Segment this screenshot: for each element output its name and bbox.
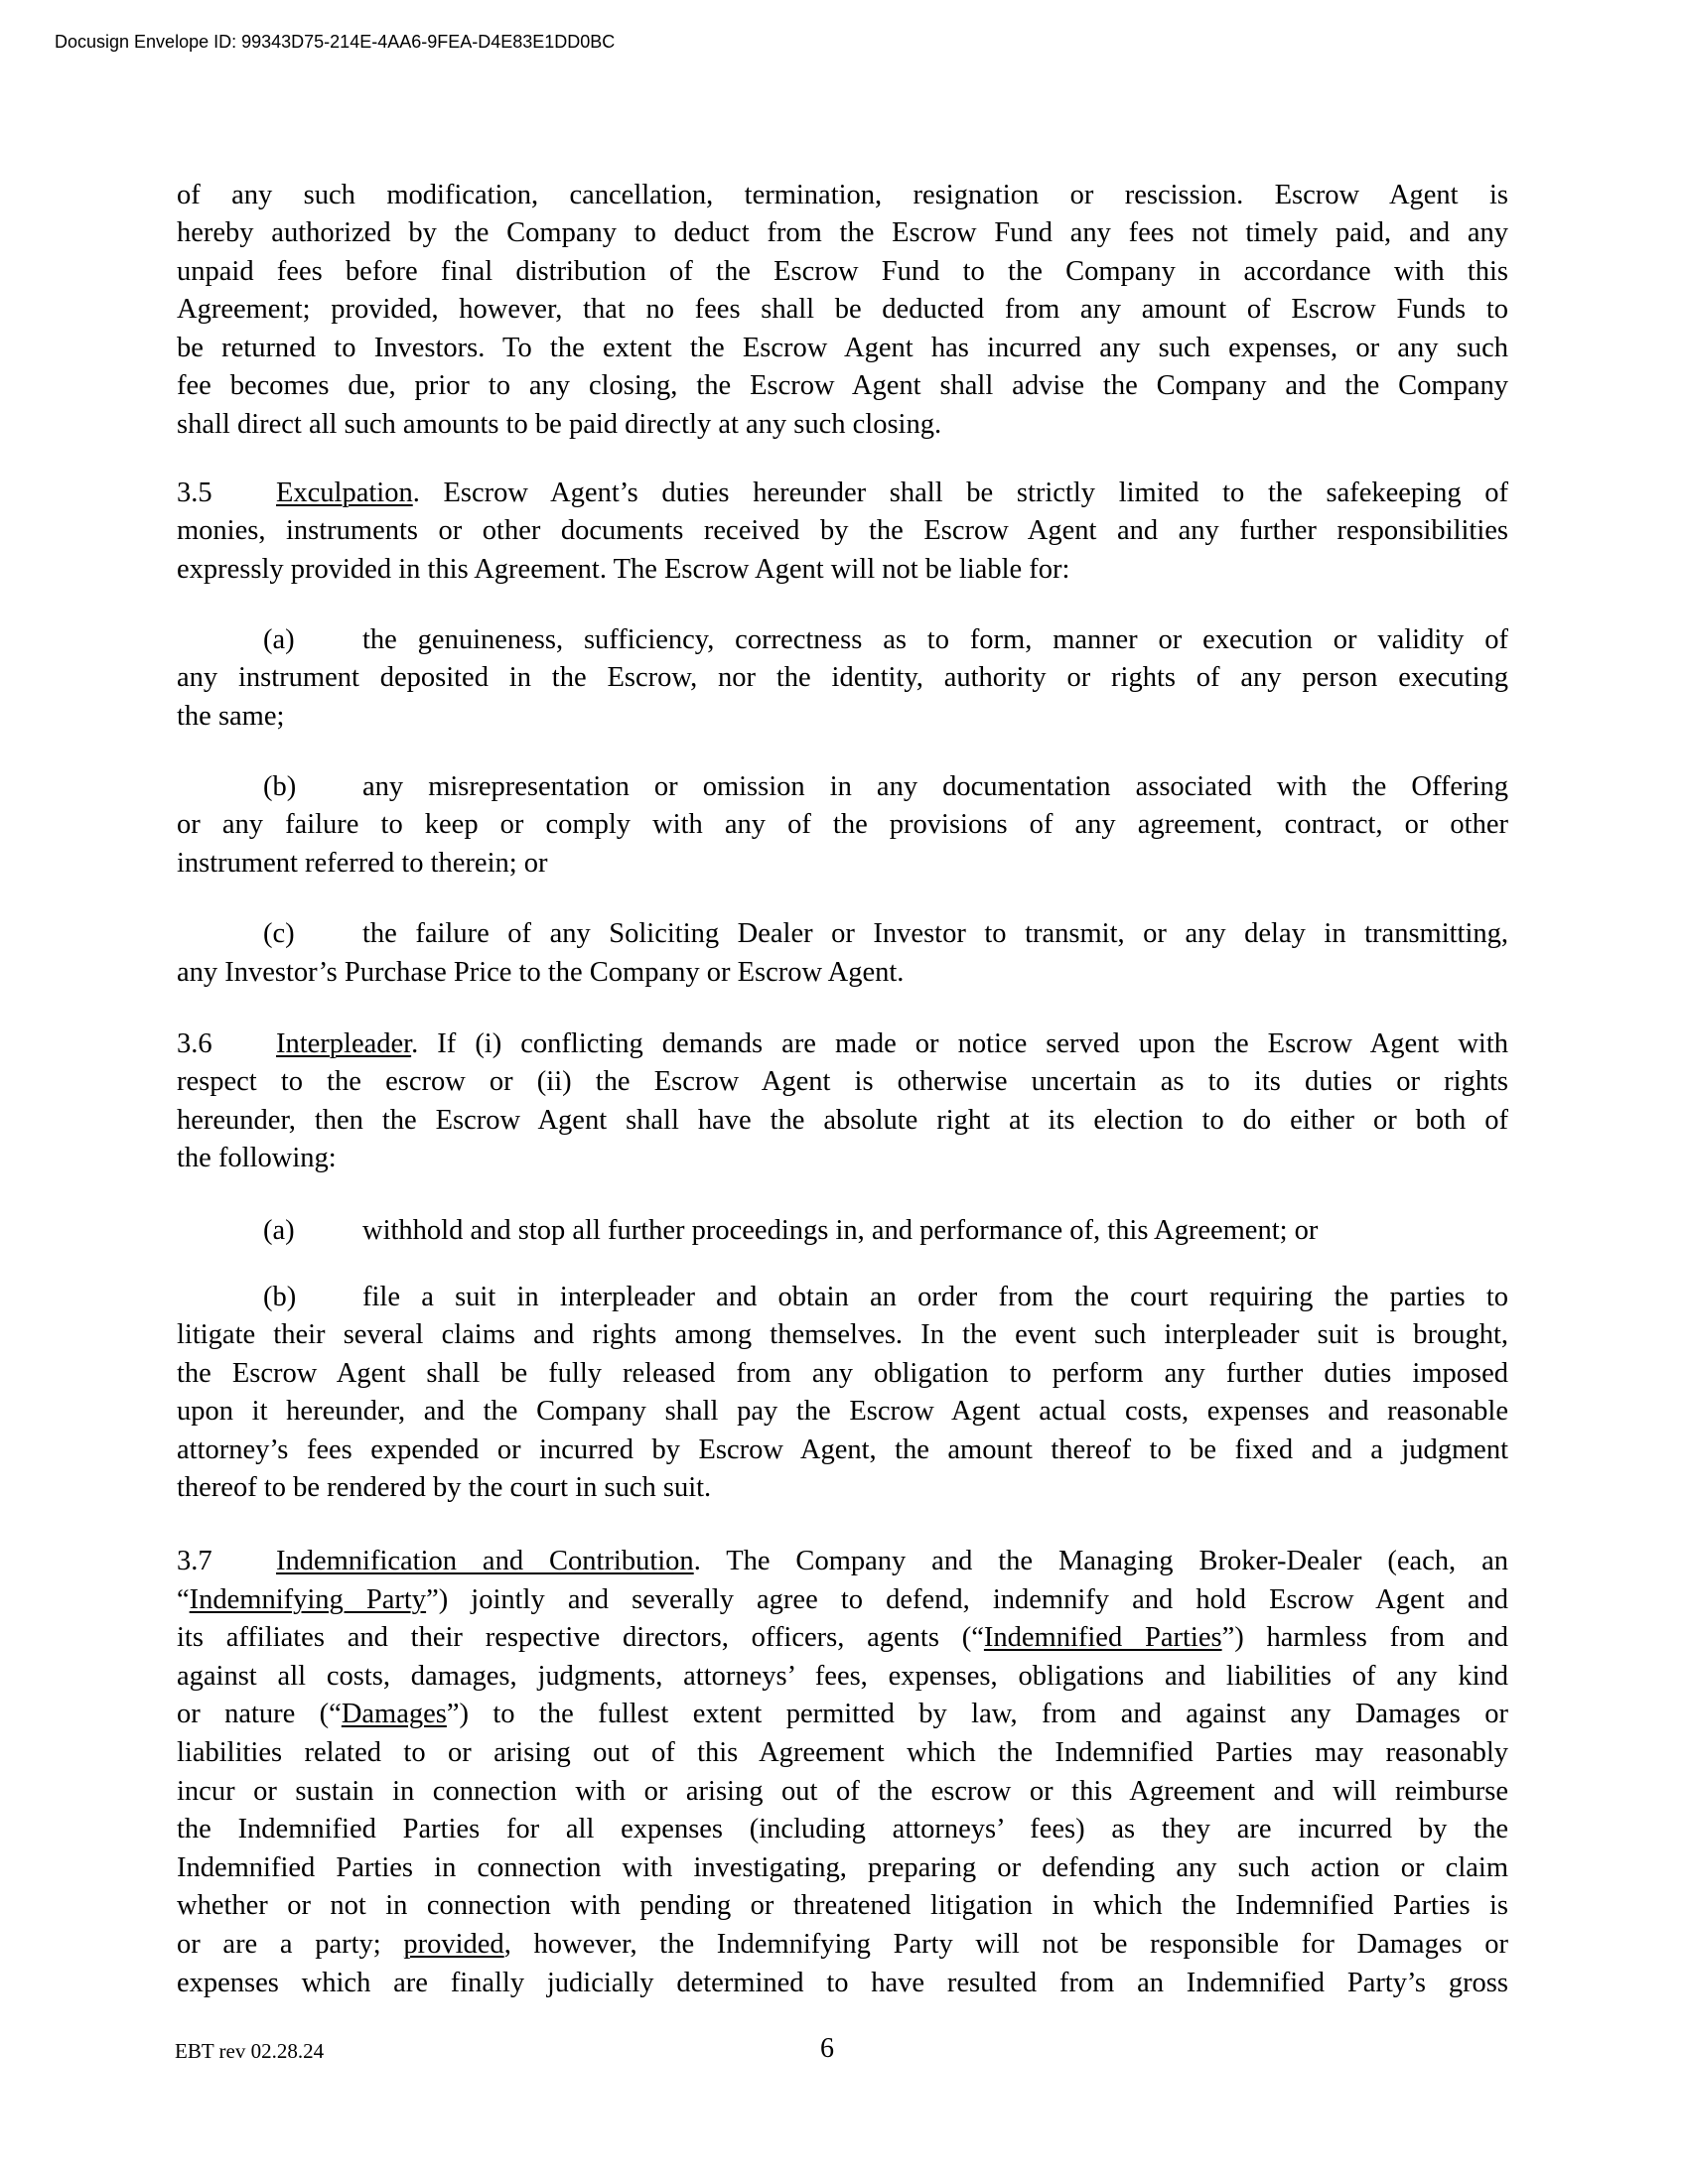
text-line: respect to the escrow or (ii) the Escrow Agent is otherwise uncertain as to its duties or rights — [177, 1066, 1508, 1097]
footer-revision: EBT rev 02.28.24 — [175, 2039, 325, 2063]
text-line: hereunder, then the Escrow Agent shall have the absolute right at its election to do either or both of — [177, 1105, 1508, 1136]
text-line: expenses which are finally judicially determined to have resulted from an Indemnified Party’s gross — [177, 1968, 1508, 1998]
list-item-label: (c) — [263, 918, 295, 949]
text-line: thereof to be rendered by the court in such suit. — [177, 1472, 712, 1503]
section-heading-line — [177, 1025, 1508, 1063]
text-line: whether or not in connection with pending or threatened litigation in which the Indemnified Parties is — [177, 1890, 1508, 1921]
envelope-id-header: Docusign Envelope ID: 99343D75-214E-4AA6-9FEA-D4E83E1DD0BC — [55, 32, 616, 52]
text-run: or are a party; — [177, 1929, 404, 1960]
text-line: the Indemnified Parties for all expenses (including attorneys’ fees) as they are incurred by the — [177, 1814, 1508, 1844]
text-run: file a suit in interpleader and obtain an order from the court requiring the parties to — [362, 1282, 1508, 1312]
section-number: 3.6 — [177, 1028, 212, 1059]
text-line: liabilities related to or arising out of this Agreement which the Indemnified Parties may reasonably — [177, 1737, 1508, 1768]
list-item-first-line — [263, 1212, 1508, 1250]
text-line: against all costs, damages, judgments, attorneys’ fees, expenses, obligations and liabilities of any kind — [177, 1661, 1508, 1692]
text-line: fee becomes due, prior to any closing, the Escrow Agent shall advise the Company and the Company — [177, 370, 1508, 401]
section-number: 3.5 — [177, 478, 212, 508]
list-item-first-line — [263, 768, 1508, 806]
text-line: unpaid fees before final distribution of the Escrow Fund to the Company in accordance with this — [177, 256, 1508, 287]
text-line: monies, instruments or other documents received by the Escrow Agent and any further responsibilities — [177, 515, 1508, 546]
text-run: its affiliates and their respective directors, officers, agents (“ — [177, 1622, 984, 1653]
text-run: . If (i) conflicting demands are made or notice served upon the Escrow Agent with — [411, 1028, 1508, 1059]
text-line: Indemnified Parties in connection with investigating, preparing or defending any such action or claim — [177, 1852, 1508, 1883]
text-run: the genuineness, sufficiency, correctness as to form, manner or execution or validity of — [362, 624, 1508, 655]
text-run: the failure of any Soliciting Dealer or Investor to transmit, or any delay in transmitting, — [362, 918, 1508, 949]
text-line: shall direct all such amounts to be paid directly at any such closing. — [177, 409, 942, 440]
text-run: ”) harmless from and — [1221, 1622, 1509, 1653]
text-run: , however, the Indemnifying Party will not be responsible for Damages or — [503, 1929, 1508, 1960]
section-heading-line — [177, 1543, 1508, 1580]
text-line: litigate their several claims and rights among themselves. In the event such interpleader suit is brought, — [177, 1319, 1508, 1350]
text-line: instrument referred to therein; or — [177, 848, 548, 879]
text-line: incur or sustain in connection with or arising out of the escrow or this Agreement and will reimburse — [177, 1776, 1508, 1807]
text-run: ”) jointly and severally agree to defend, indemnify and hold Escrow Agent and — [426, 1584, 1509, 1615]
page-number: 6 — [820, 2033, 834, 2064]
text-line: or any failure to keep or comply with any of the provisions of any agreement, contract, or other — [177, 809, 1508, 840]
text-run: withhold and stop all further proceedings in, and performance of, this Agreement; or — [362, 1215, 1319, 1246]
text-line — [177, 1619, 1508, 1657]
list-item-first-line — [263, 621, 1508, 659]
text-line: the same; — [177, 701, 285, 732]
text-run: . Escrow Agent’s duties hereunder shall be strictly limited to the safekeeping of — [412, 478, 1508, 508]
defined-term: provided — [403, 1929, 504, 1960]
section-number: 3.7 — [177, 1546, 212, 1576]
text-line: be returned to Investors. To the extent the Escrow Agent has incurred any such expenses, or any such — [177, 333, 1508, 363]
text-line: expressly provided in this Agreement. The Escrow Agent will not be liable for: — [177, 554, 1070, 585]
text-run: “ — [177, 1584, 190, 1615]
defined-term: Indemnified Parties — [983, 1622, 1222, 1653]
text-line — [177, 1581, 1508, 1619]
list-item-label: (b) — [263, 771, 297, 802]
text-run: ”) to the fullest extent permitted by law, from and against any Damages or — [446, 1699, 1508, 1729]
text-line — [177, 1926, 1508, 1964]
text-line: of any such modification, cancellation, termination, resignation or rescission. Escrow Agent is — [177, 180, 1508, 210]
defined-term: Damages — [341, 1699, 447, 1729]
text-line: attorney’s fees expended or incurred by Escrow Agent, the amount thereof to be fixed and a judgment — [177, 1434, 1508, 1465]
text-run: . The Company and the Managing Broker-Dealer (each, an — [693, 1546, 1508, 1576]
text-line — [177, 1696, 1508, 1733]
text-line: the Escrow Agent shall be fully released from any obligation to perform any further duties imposed — [177, 1358, 1508, 1389]
list-item-first-line — [263, 915, 1508, 953]
list-item-first-line — [263, 1279, 1508, 1316]
text-line: any instrument deposited in the Escrow, nor the identity, authority or rights of any person executing — [177, 662, 1508, 693]
text-run: any misrepresentation or omission in any documentation associated with the Offering — [362, 771, 1508, 802]
text-line: upon it hereunder, and the Company shall pay the Escrow Agent actual costs, expenses and reasonable — [177, 1396, 1508, 1427]
text-line: the following: — [177, 1143, 337, 1173]
list-item-label: (b) — [263, 1282, 297, 1312]
text-line: Agreement; provided, however, that no fees shall be deducted from any amount of Escrow Funds to — [177, 294, 1508, 325]
list-item-label: (a) — [263, 1215, 295, 1246]
section-heading: Exculpation — [276, 478, 413, 508]
text-line: hereby authorized by the Company to deduct from the Escrow Fund any fees not timely paid, and any — [177, 217, 1508, 248]
list-item-label: (a) — [263, 624, 295, 655]
defined-term: Indemnifying Party — [189, 1584, 427, 1615]
text-line: any Investor’s Purchase Price to the Company or Escrow Agent. — [177, 957, 905, 988]
section-heading-line — [177, 475, 1508, 512]
section-heading: Interpleader — [276, 1028, 412, 1059]
section-heading: Indemnification and Contribution — [276, 1546, 694, 1576]
text-run: or nature (“ — [177, 1699, 342, 1729]
